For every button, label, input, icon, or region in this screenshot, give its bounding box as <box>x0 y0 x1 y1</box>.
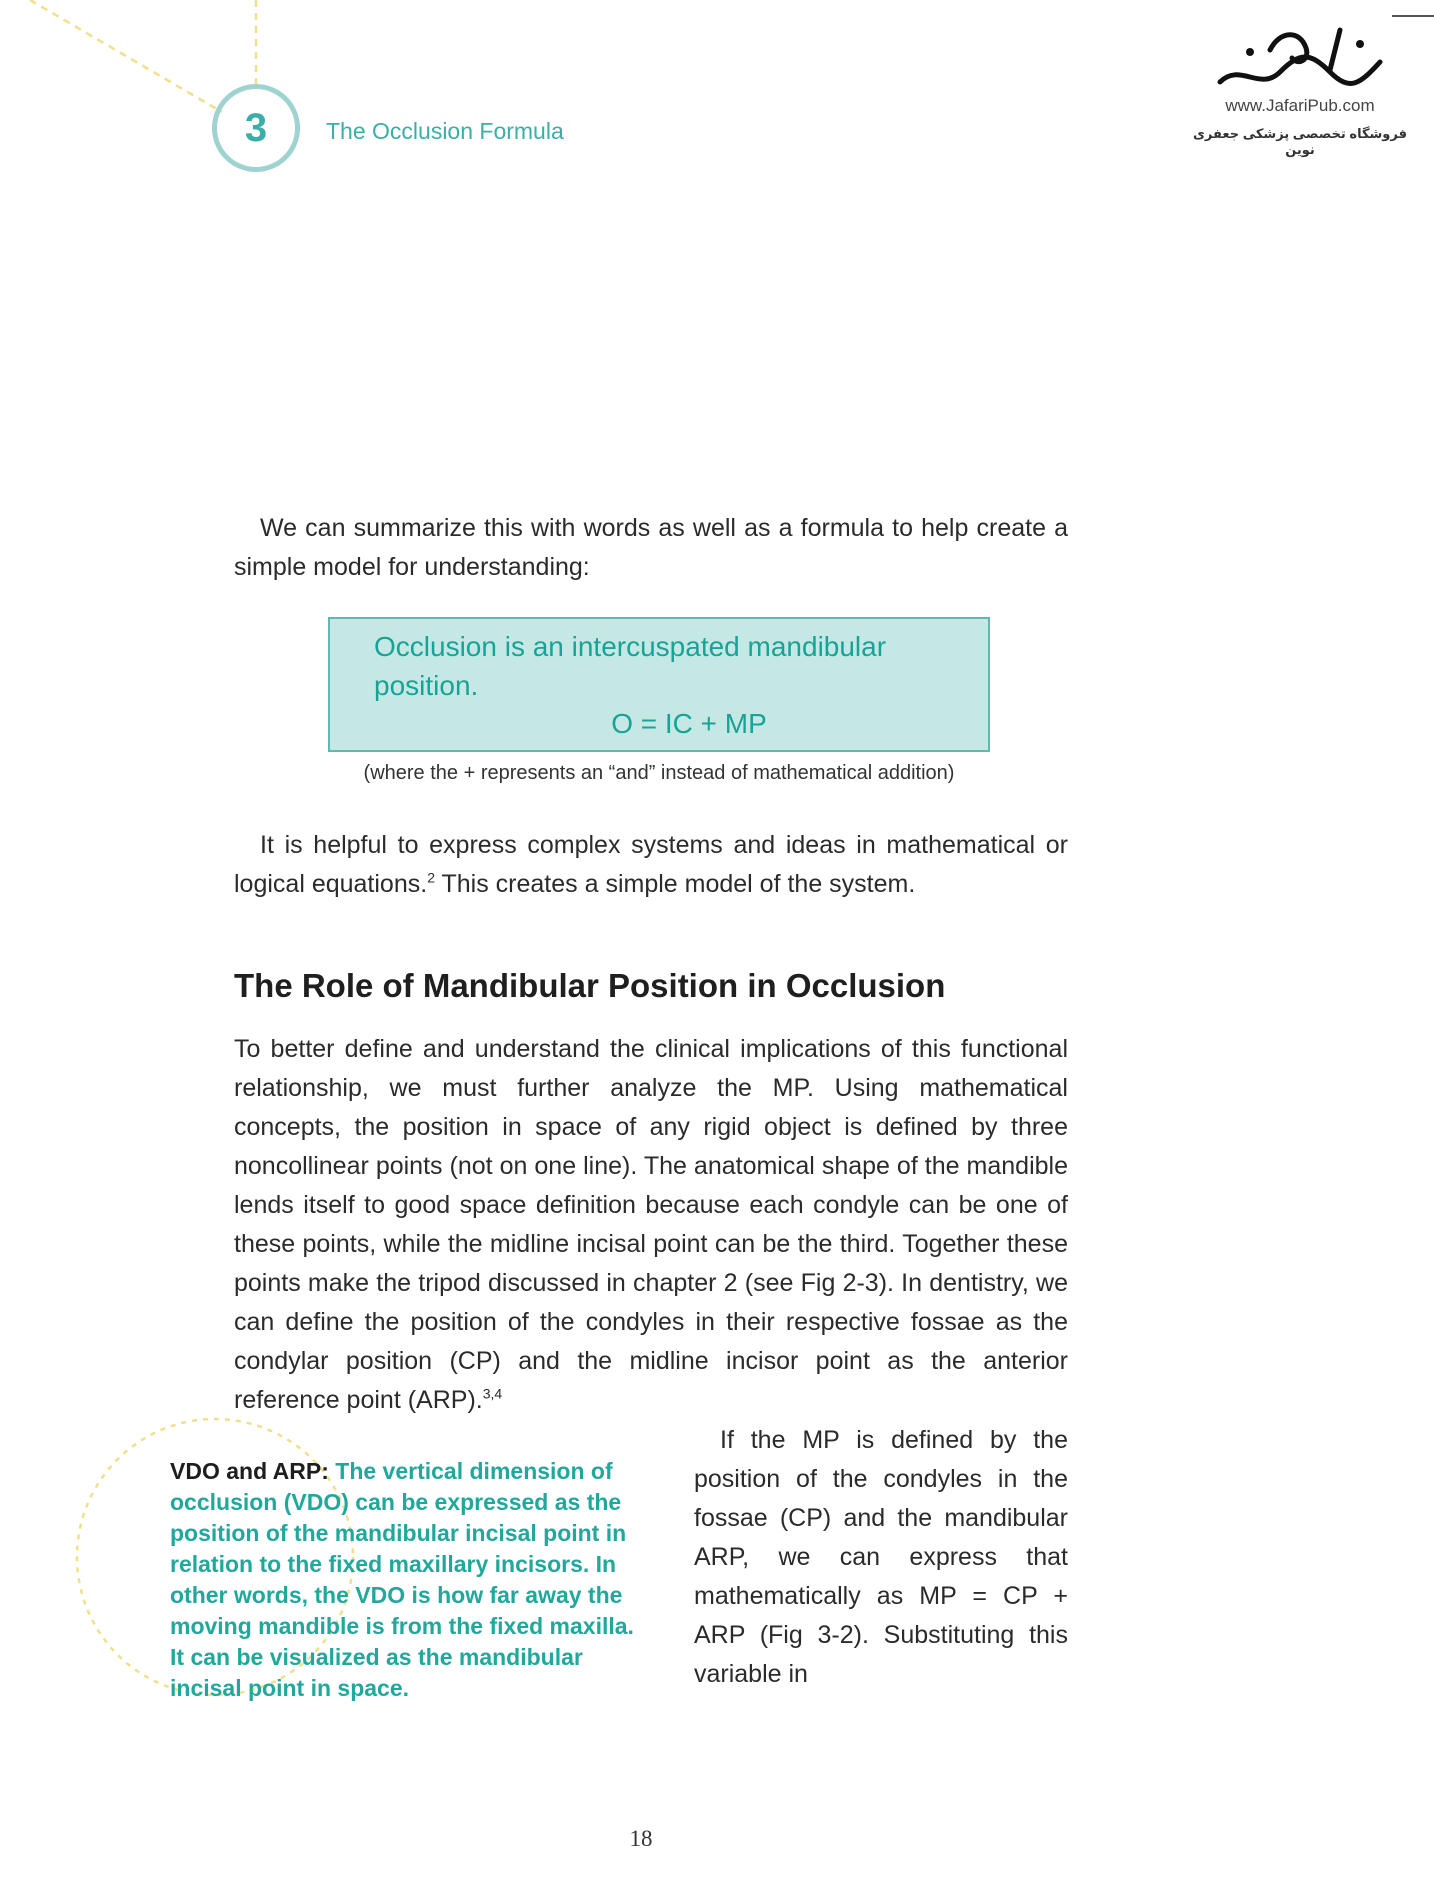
section-body-text: To better define and understand the clinical implications of this functional relationship, we must further analyze the MP. Using mathematical concepts, the position in space of any rigid object is defined by three noncollinear points (not on one line). The anatomical shape of the mandible lends itself to good space definition because each condyle can be one of these points, while the midline incisal point can be the third. Together these points make the tripod discussed in chapter 2 (see Fig 2-3). In dentistry, we can define the position of the condyles in their respective fossae as the condylar position (CP) and the midline incisor point as the anterior reference point (ARP). <box>234 1035 1068 1414</box>
publisher-logo <box>1190 22 1410 158</box>
citation-ref: 2 <box>427 869 435 886</box>
sidebar-label: VDO and ARP: <box>170 1458 329 1484</box>
sidebar-note <box>170 1456 640 1704</box>
citation-ref: 3,4 <box>482 1385 503 1402</box>
chapter-number: 3 <box>244 105 268 150</box>
section-continuation: If the MP is defined by the position of the condyles in the fossae (CP) and the mandibular ARP, we can express that mathematically as MP = CP + ARP (Fig 3-2). Substituting this variable in <box>694 1426 1068 1688</box>
paragraph-equations <box>234 826 1068 904</box>
callout-statement: Occlusion is an intercuspated mandibular position. <box>374 631 887 701</box>
chapter-title: The Occlusion Formula <box>326 118 564 144</box>
occlusion-callout-box <box>328 617 990 752</box>
paragraph-equations-text-after: This creates a simple model of the system. <box>435 870 916 898</box>
calligraphy-logo-icon <box>1210 22 1390 94</box>
logo-persian-text: فروشگاه تخصصی پزشکی جعفری نوین <box>1193 126 1407 157</box>
chapter-number-badge <box>212 84 300 172</box>
logo-url: www.JafariPub.com <box>1225 96 1375 115</box>
intro-paragraph: We can summarize this with words as well as a formula to help create a simple model for understanding: <box>234 514 1068 581</box>
callout-note: (where the + represents an “and” instead of mathematical addition) <box>363 762 955 784</box>
page-number: 18 <box>629 1826 653 1851</box>
top-rule <box>1392 15 1434 17</box>
sidebar-text: The vertical dimension of occlusion (VDO) can be expressed as the position of the mandibular incisal point in relation to the fixed maxillary incisors. In other words, the VDO is how far away the moving mandible is from the fixed maxilla. It can be visualized as the mandibular incisal point in space. <box>170 1458 634 1701</box>
section-body <box>234 1030 1068 1420</box>
section-heading: The Role of Mandibular Position in Occlusion <box>234 967 946 1004</box>
paragraph-equations-text: It is helpful to express complex systems and ideas in mathematical or logical equations. <box>234 831 1068 898</box>
callout-formula: O = IC + MP <box>611 708 767 739</box>
